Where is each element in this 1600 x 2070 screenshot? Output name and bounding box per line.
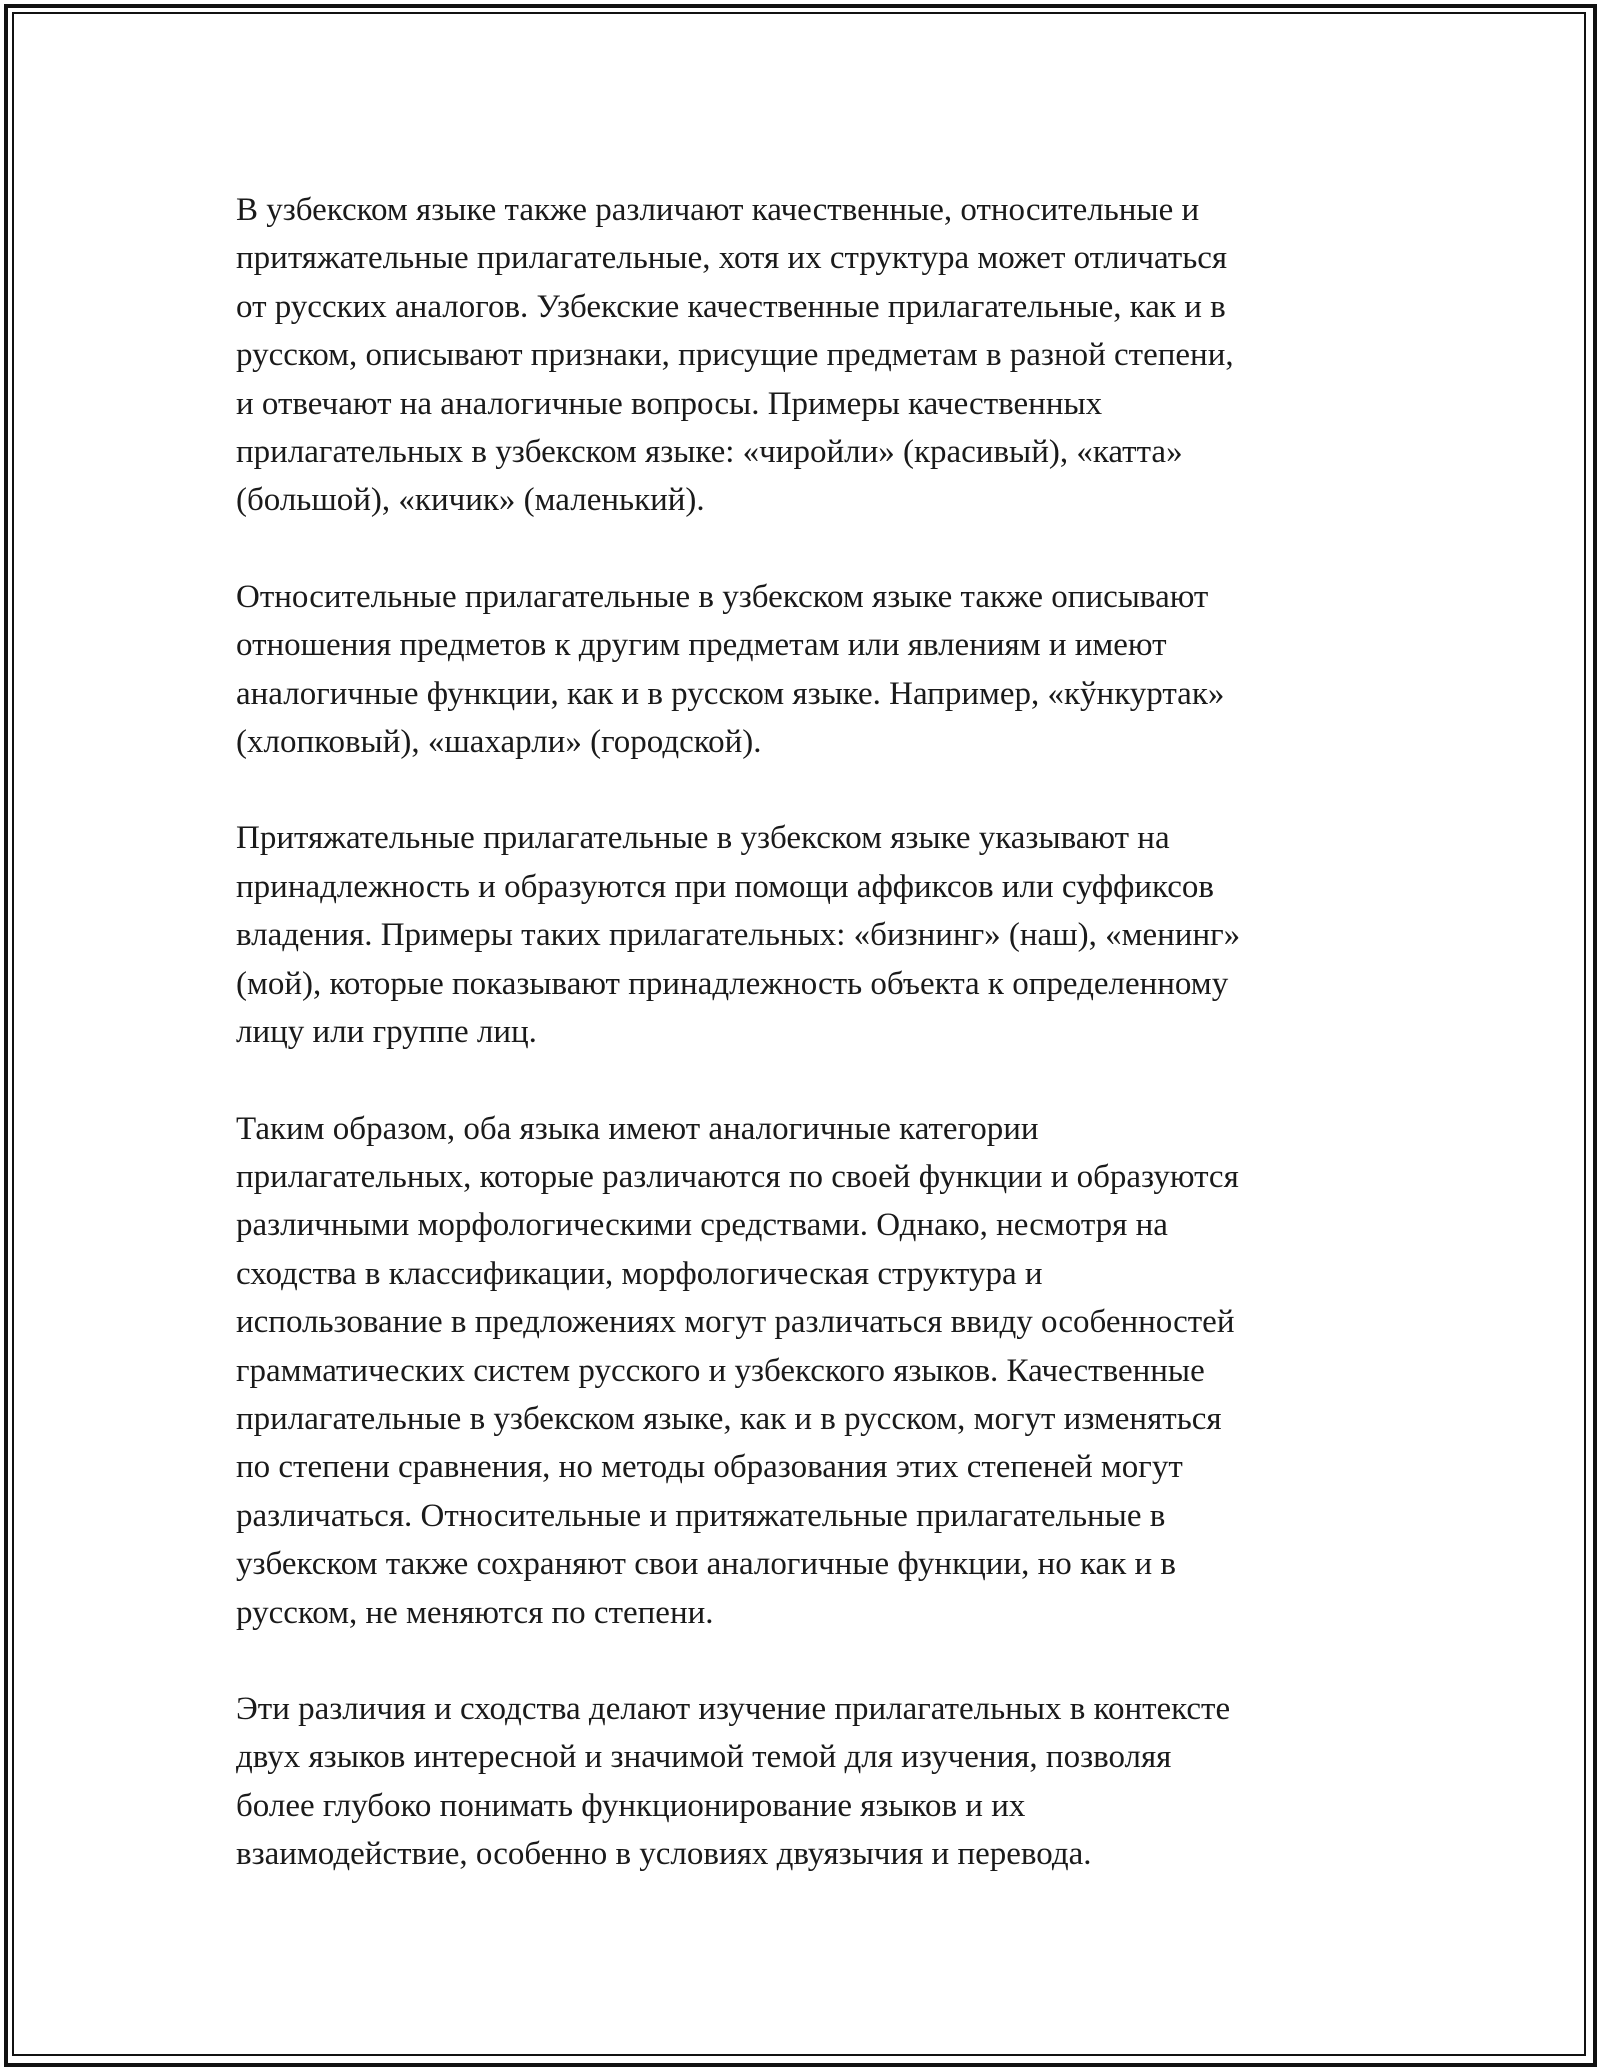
text-line: Относительные прилагательные в узбекском языке также описывают — [236, 578, 1209, 615]
text-line: В узбекском языке также различают качественные, относительные и — [236, 192, 1200, 228]
text-line: русском, не меняются по степени. — [236, 1594, 714, 1631]
text-line: Эти различия и сходства делают изучение прилагательных в контексте — [236, 1690, 1231, 1727]
text-line: сходства в классификации, морфологическая структура и — [236, 1255, 1043, 1292]
paragraph-conclusion — [236, 1685, 1366, 1879]
text-line: Притяжательные прилагательные в узбекском языке указывают на — [236, 820, 1170, 857]
text-line: различными морфологическими средствами. Однако, несмотря на — [236, 1207, 1168, 1244]
text-line: прилагательных, которые различаются по своей функции и образуются — [236, 1158, 1239, 1195]
text-line: притяжательные прилагательные, хотя их структура может отличаться — [236, 240, 1228, 277]
text-line: владения. Примеры таких прилагательных: «бизнинг» (наш), «менинг» — [236, 917, 1241, 954]
text-line: по степени сравнения, но методы образования этих степеней могут — [236, 1449, 1183, 1486]
text-line: узбекском также сохраняют свои аналогичные функции, но как и в — [236, 1546, 1176, 1583]
text-line: от русских аналогов. Узбекские качественные прилагательные, как и в — [236, 288, 1226, 325]
text-line: принадлежность и образуются при помощи аффиксов или суффиксов — [236, 868, 1214, 905]
text-line: более глубоко понимать функционирование языков и их — [236, 1787, 1026, 1824]
text-line: взаимодействие, особенно в условиях двуязычия и перевода. — [236, 1836, 1092, 1873]
text-line: различаться. Относительные и притяжательные прилагательные в — [236, 1497, 1166, 1534]
paragraph-possessive-adjectives — [236, 814, 1366, 1056]
text-line: прилагательные в узбекском языке, как и в русском, могут изменяться — [236, 1400, 1222, 1437]
text-line: и отвечают на аналогичные вопросы. Примеры качественных — [236, 385, 1103, 422]
text-line: грамматических систем русского и узбекского языков. Качественные — [236, 1352, 1205, 1389]
text-line: использование в предложениях могут различаться ввиду особенностей — [236, 1304, 1235, 1341]
paragraph-comparison-summary — [236, 1105, 1366, 1637]
document-body — [236, 186, 1366, 1879]
text-line: русском, описывают признаки, присущие предметам в разной степени, — [236, 337, 1234, 374]
text-line: (хлопковый), «шахарли» (городской). — [236, 724, 762, 761]
text-line: (мой), которые показывают принадлежность объекта к определенному — [236, 965, 1229, 1002]
paragraph-relative-adjectives — [236, 573, 1366, 767]
text-line: отношения предметов к другим предметам или явлениям и имеют — [236, 627, 1167, 664]
text-line: лицу или группе лиц. — [236, 1014, 537, 1051]
text-line: аналогичные функции, как и в русском языке. Например, «кўнкуртак» — [236, 675, 1225, 712]
text-line: Таким образом, оба языка имеют аналогичные категории — [236, 1110, 1039, 1147]
text-line: прилагательных в узбекском языке: «чиройли» (красивый), «катта» — [236, 434, 1183, 471]
text-line: (большой), «кичик» (маленький). — [236, 482, 705, 519]
paragraph-uzbek-adjective-classes — [236, 186, 1366, 525]
text-line: двух языков интересной и значимой темой для изучения, позволяя — [236, 1739, 1172, 1776]
